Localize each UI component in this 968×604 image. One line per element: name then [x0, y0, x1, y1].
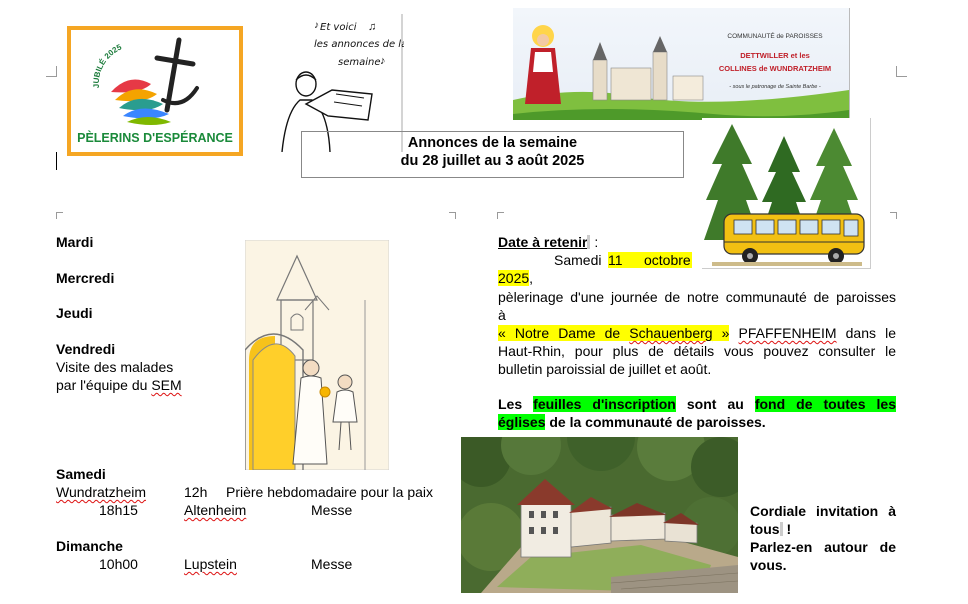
sheets-paragraph [498, 395, 896, 431]
sheets-highlight-3: églises [498, 414, 546, 430]
date-highlight [608, 252, 692, 268]
svg-text:♫: ♫ [368, 21, 377, 33]
column-mark-right-start [497, 212, 504, 219]
title-box [301, 131, 684, 178]
date-heading-text: Date à retenir [498, 234, 588, 250]
invitation-paragraph [750, 502, 896, 574]
announcer-line3: semaine [338, 57, 381, 68]
sem-abbreviation: SEM [151, 377, 182, 393]
pilgrimage-line: pèlerinage d'une journée de notre communauté de paroisses [498, 289, 896, 305]
community-name-line1: DETTWILLER et les [740, 51, 810, 60]
bus-graphic [702, 118, 870, 268]
announcer-line2: les annonces de la [314, 39, 404, 50]
day-tuesday: Mardi [56, 234, 94, 250]
day-saturday: Samedi [56, 466, 106, 482]
site-highlight [498, 325, 729, 341]
schauenberg-graphic [461, 437, 738, 593]
invite-exclamation: ! [782, 521, 792, 537]
community-title: COMMUNAUTÉ de PAROISSES [727, 33, 823, 40]
site-town: PFAFFENHEIM [738, 325, 837, 341]
date-heading-colon: : [590, 234, 599, 250]
jubilee-arc-text: JUBILÉ 2025 [91, 42, 123, 89]
schauenberg-photo [461, 437, 738, 593]
church-graphic [245, 240, 389, 470]
pilgrimage-paragraph [498, 288, 896, 378]
invite-tous: tous [750, 521, 780, 537]
sheets-highlight-2: fond de toutes les [754, 396, 896, 412]
site-name: Schauenberg [629, 325, 713, 341]
sunday-event-1: Messe [311, 556, 353, 572]
sheets-end: de la communauté de paroisses. [545, 414, 766, 430]
sheets-line-1 [498, 395, 896, 413]
community-name-line2: COLLINES de WUNDRATZHEIM [718, 64, 832, 73]
site-rest: dans le [836, 325, 896, 341]
saturday-event-1: Prière hebdomadaire pour la paix [226, 484, 434, 500]
day-thursday: Jeudi [56, 305, 93, 321]
column-mark-left-start [56, 212, 63, 219]
sheets-mid: sont au [675, 396, 755, 412]
date-comma: , [529, 270, 534, 286]
details-line-1: Haut-Rhin, pour plus de détails vous pouvez consulter le [498, 343, 896, 359]
saturday-place-2: Altenheim [184, 502, 247, 518]
sheets-les: Les [498, 396, 534, 412]
title-line1: Annonces de la semaine [407, 135, 578, 151]
saturday-event-2: Messe [311, 502, 353, 518]
community-banner [513, 8, 850, 120]
sunday-time-1: 10h00 [99, 556, 138, 572]
sheets-line-2 [498, 413, 896, 431]
column-mark-left-end [449, 212, 456, 219]
church-illustration [245, 240, 389, 470]
site-open: « Notre Dame de [498, 325, 630, 341]
saturday-place-1: Wundratzheim [56, 484, 147, 500]
community-graphic [513, 8, 849, 120]
day-friday: Vendredi [56, 341, 116, 357]
pilgrimage-a: à [498, 307, 506, 323]
text-cursor [56, 152, 57, 170]
svg-text:JUBILÉ 2025 [92, 42, 124, 88]
invite-line-1: Cordiale invitation à [750, 503, 896, 519]
site-line [498, 324, 896, 342]
date-year-line [498, 270, 533, 286]
bus-illustration [702, 118, 871, 269]
crop-mark-top-left [46, 66, 57, 77]
saturday-time-1: 12h [184, 484, 208, 500]
date-month: octobre [644, 252, 691, 268]
column-mark-right-end [890, 212, 897, 219]
details-line-2: bulletin paroissial de juillet et août. [498, 361, 712, 377]
announcer-line1: Et voici [320, 22, 357, 33]
jubilee-logo-graphic [71, 30, 239, 152]
day-sunday: Dimanche [56, 538, 123, 554]
friday-note-2-text: par l'équipe du [56, 377, 152, 393]
crop-mark-top-right [896, 66, 907, 77]
invite-line-3: Parlez-en autour de [750, 539, 896, 555]
invite-line-2 [750, 520, 896, 538]
sheets-highlight-1: feuilles d'inscription [533, 396, 676, 412]
date-number: 11 [608, 252, 623, 268]
jubilee-bottom-text: PÈLERINS D'ESPÉRANCE [77, 131, 233, 145]
site-close: » [712, 325, 730, 341]
community-patronage: - sous le patronage de Sainte Barbe - [729, 84, 821, 90]
date-year: 2025 [498, 270, 530, 286]
friday-note-2 [56, 377, 182, 393]
saturday-time-2: 18h15 [99, 502, 138, 518]
jubilee-logo [67, 26, 243, 156]
invite-line-4: vous. [750, 557, 787, 573]
day-wednesday: Mercredi [56, 270, 115, 286]
date-heading [498, 234, 598, 250]
svg-text:♪: ♪ [380, 55, 386, 67]
svg-text:♪: ♪ [314, 20, 319, 31]
date-day: Samedi [554, 252, 602, 268]
sunday-place-1: Lupstein [184, 556, 237, 572]
friday-note-1: Visite des malades [56, 359, 174, 375]
title-line2: du 28 juillet au 3 août 2025 [400, 153, 585, 169]
